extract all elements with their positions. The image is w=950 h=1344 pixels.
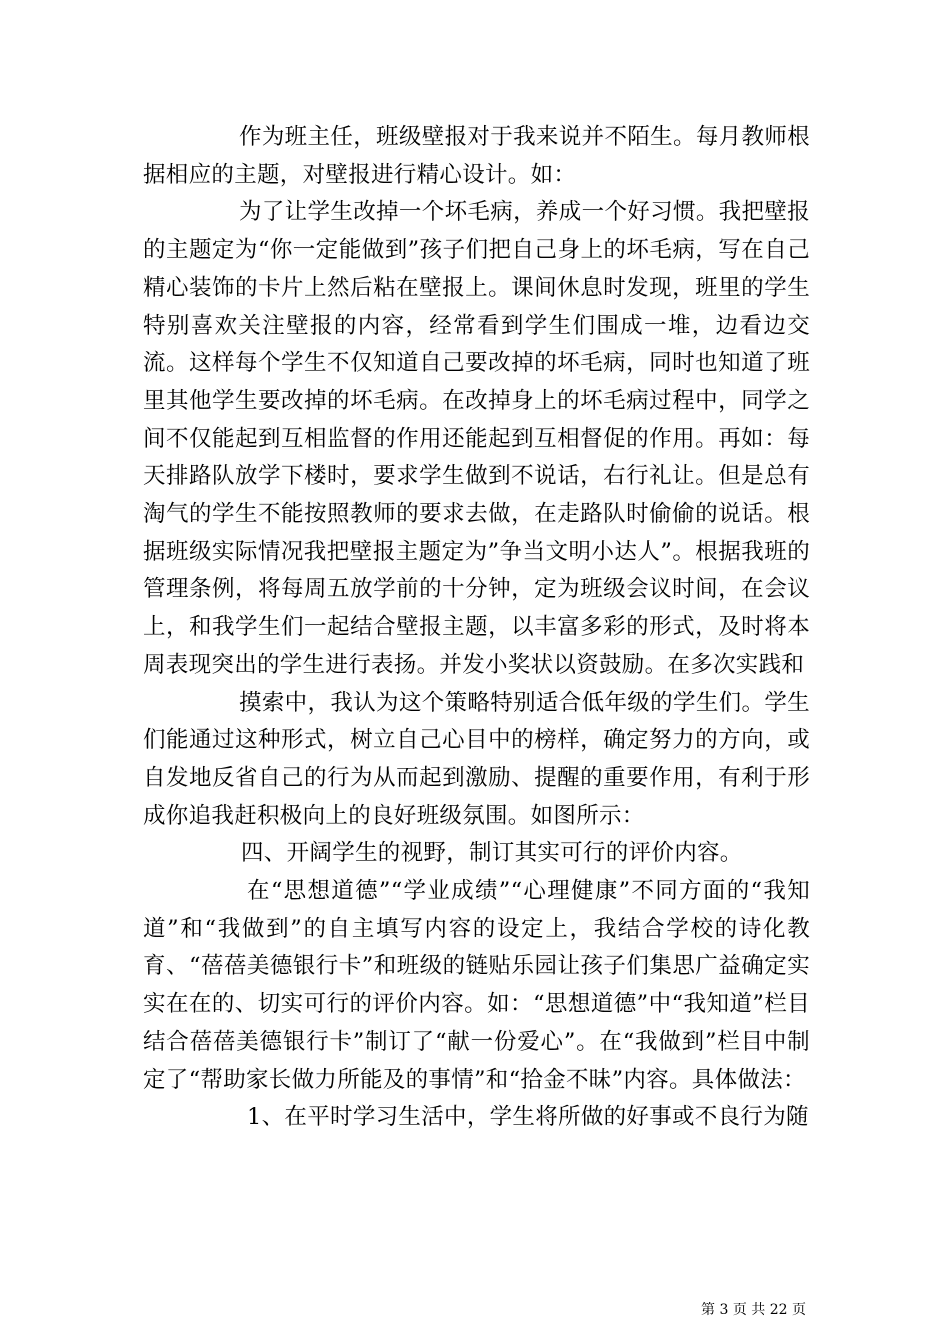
page-footer: 第 3 页 共 22 页 <box>701 1302 806 1318</box>
section-heading-four: 四、开阔学生的视野，制订其实可行的评价内容。 <box>241 840 743 867</box>
paragraph-wall-newspaper-example: 为了让学生改掉一个坏毛病，养成一个好习惯。我把壁报的主题定为“你一定能做到”孩子们把自己身上的坏毛病，写在自己精心装饰的卡片上然后粘在壁报上。课间休息时发现，班里的学生特别喜欢关注壁报的内容，经常看到学生们围成一堆，边看边交流。这样每个学生不仅知道自己要改掉的坏毛病，同时也知道了班里其他学生要改掉的坏毛病。在改掉身上的坏毛病过程中，同学之间不仅能起到互相监督的作用还能起到互相督促的作用。再如：每天排路队放学下楼时，要求学生做到不说话，右行礼让。但是总有淘气的学生不能按照教师的要求去做，在走路队时偷偷的说话。根据班级实际情况我把壁报主题定为”争当文明小达人”。根据我班的管理条例，将每周五放学前的十分钟，定为班级会议时间，在会议上，和我学生们一起结合壁报主题，以丰富多彩的形式，及时将本周表现突出的学生进行表扬。并发小奖状以资鼓励。在多次实践和 <box>143 199 810 678</box>
paragraph-evaluation-content: 在“思想道德”“学业成绩”“心理健康”不同方面的“我知道”和“我做到”的自主填写内容的设定上，我结合学校的诗化教育、“蓓蓓美德银行卡”和班级的链贴乐园让孩子们集思广益确定实实在在的、切实可行的评价内容。如：“思想道德”中“我知道”栏目结合蓓蓓美德银行卡”制订了“献一份爱心”。在“我做到”栏目中制定了“帮助家长做力所能及的事情”和“拾金不昧”内容。具体做法： <box>143 878 810 1093</box>
paragraph-intro: 作为班主任，班级壁报对于我来说并不陌生。每月教师根据相应的主题，对壁报进行精心设计。如： <box>143 124 810 188</box>
paragraph-step-one: 1、在平时学习生活中，学生将所做的好事或不良行为随 <box>247 1104 809 1131</box>
body-text <box>143 119 810 1137</box>
paragraph-exploration: 摸索中，我认为这个策略特别适合低年级的学生们。学生们能通过这种形式，树立自己心目中的榜样，确定努力的方向，或自发地反省自己的行为从而起到激励、提醒的重要作用，有利于形成你追我赶积极向上的良好班级氛围。如图所示： <box>143 689 810 829</box>
